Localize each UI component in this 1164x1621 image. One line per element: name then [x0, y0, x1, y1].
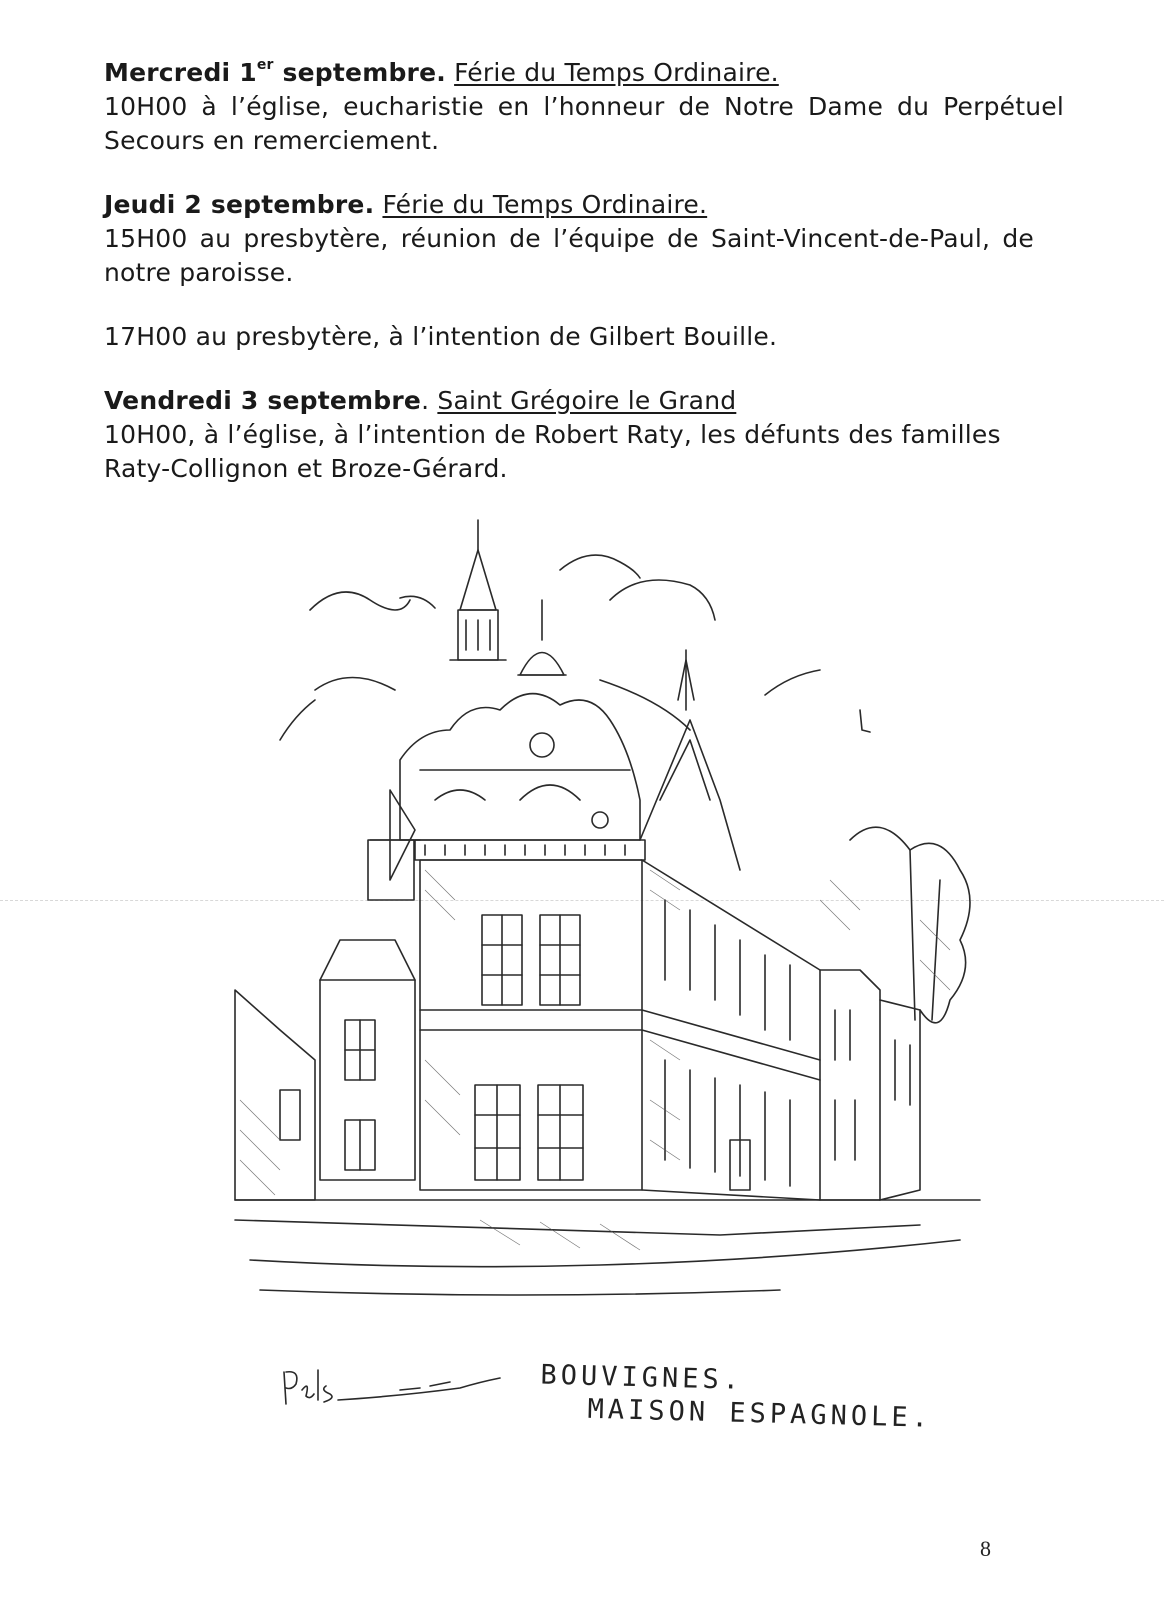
entry-heading: [104, 384, 1064, 418]
entry-text: 10H00, à l’église, à l’intention de Robert Raty, les défunts des familles Raty-Collignon et Broze-Gérard.: [104, 420, 1001, 483]
entry-text: 15H00 au presbytère, réunion de l’équipe de Saint-Vincent-de-Paul, de notre paroisse.: [104, 224, 1034, 287]
entry-text: 17H00 au presbytère, à l’intention de Gilbert Bouille.: [104, 322, 778, 351]
entry-heading: [104, 188, 1064, 222]
drawing-caption: [539, 1360, 961, 1435]
entry-day: Mercredi 1er septembre.: [104, 57, 446, 87]
entry-feast: Férie du Temps Ordinaire.: [454, 58, 779, 87]
entry-heading: [104, 56, 1064, 90]
entry-day: Vendredi 3 septembre: [104, 386, 422, 415]
schedule-entries: [104, 56, 1064, 486]
page-number: 8: [980, 1536, 991, 1561]
caption-line-1: BOUVIGNES.: [540, 1359, 744, 1396]
artist-signature: [280, 1360, 520, 1420]
entry-friday: [104, 384, 1064, 486]
entry-text: 10H00 à l’église, eucharistie en l’honneur de Notre Dame du Perpétuel Secours en remerciement.: [104, 92, 1064, 155]
entry-feast: Saint Grégoire le Grand: [437, 386, 737, 415]
entry-wednesday: [104, 56, 1064, 158]
entry-thursday: [104, 188, 1064, 354]
building-drawing: [220, 500, 1000, 1360]
entry-day: Jeudi 2 septembre.: [104, 190, 375, 219]
entry-day-punct: .: [421, 386, 430, 415]
caption-line-2: MAISON ESPAGNOLE.: [587, 1393, 933, 1434]
signature-scribble: [280, 1360, 520, 1420]
entry-feast: Férie du Temps Ordinaire.: [382, 190, 708, 219]
